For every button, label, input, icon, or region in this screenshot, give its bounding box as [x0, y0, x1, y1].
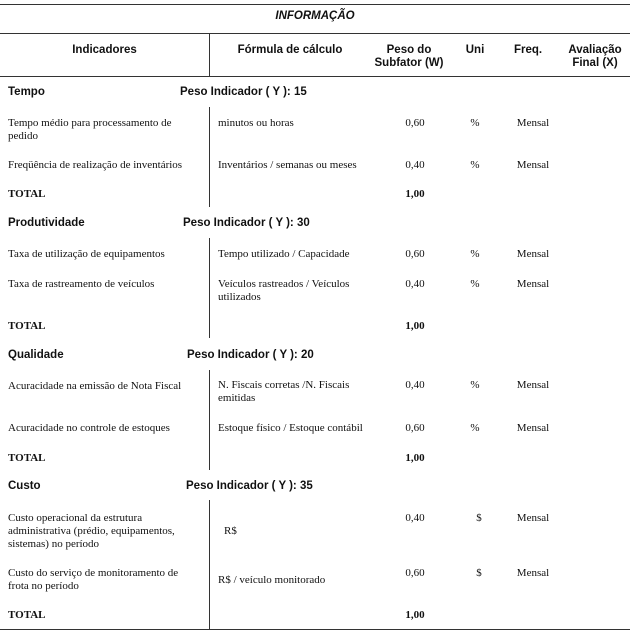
header-formula: Fórmula de cálculo [237, 44, 343, 56]
total-value: 1,00 [405, 188, 425, 200]
header-aval-line2: Final (X) [572, 57, 618, 69]
header-aval-line1: Avaliação [568, 44, 622, 56]
freq-value: Mensal [516, 567, 550, 579]
formula [218, 379, 349, 405]
formula: Estoque físico / Estoque contábil [218, 422, 363, 434]
formula: Tempo utilizado / Capacidade [218, 248, 350, 260]
uni-value: % [470, 422, 480, 434]
formula [218, 278, 349, 304]
freq-value: Mensal [516, 117, 550, 129]
peso-value: 0,60 [405, 117, 425, 129]
freq-value: Mensal [516, 512, 550, 524]
freq-value: Mensal [516, 278, 550, 290]
peso-value: 0,60 [405, 567, 425, 579]
freq-value: Mensal [516, 159, 550, 171]
formula: minutos ou horas [218, 117, 294, 129]
indicator-name: Taxa de rastreamento de veículos [8, 278, 155, 290]
total-value: 1,00 [405, 320, 425, 332]
section-name-qualidade: Qualidade [8, 349, 64, 361]
indicator-name [8, 512, 206, 551]
rule-header [0, 76, 630, 77]
peso-value: 0,40 [405, 159, 425, 171]
formula: R$ / veículo monitorado [218, 574, 326, 586]
peso-value: 0,40 [405, 278, 425, 290]
rule-top [0, 4, 630, 5]
freq-value: Mensal [516, 248, 550, 260]
indicator-name: Acuracidade no controle de estoques [8, 422, 170, 434]
section-peso-custo: Peso Indicador ( Y ): 35 [186, 480, 313, 492]
indicator-name: Freqüência de realização de inventários [8, 159, 183, 171]
indicator-line: pedido [8, 130, 38, 142]
formula-line: N. Fiscais corretas /N. Fiscais [218, 379, 350, 391]
divider-produtividade [209, 238, 210, 338]
section-peso-qualidade: Peso Indicador ( Y ): 20 [187, 349, 314, 361]
header-peso-line1: Peso do [386, 44, 432, 56]
freq-value: Mensal [516, 379, 550, 391]
formula-line: Veículos rastreados / Veículos [218, 278, 350, 290]
peso-value: 0,40 [405, 512, 425, 524]
indicator-line: Custo do serviço de monitoramento de [8, 567, 179, 579]
total-label: TOTAL [8, 609, 46, 621]
header-avaliacao [560, 44, 630, 70]
total-label: TOTAL [8, 320, 46, 332]
indicator-line: Tempo médio para processamento de [8, 117, 172, 129]
indicator-line: administrativa (prédio, equipamentos, [8, 525, 175, 537]
header-peso [370, 44, 448, 70]
divider-qualidade [209, 370, 210, 470]
header-uni: Uni [465, 44, 485, 56]
uni-value: $ [476, 512, 482, 524]
header-peso-line2: Subfator (W) [374, 57, 444, 69]
formula-line: utilizados [218, 291, 261, 303]
formula: Inventários / semanas ou meses [218, 159, 357, 171]
total-value: 1,00 [405, 609, 425, 621]
uni-value: % [470, 248, 480, 260]
rule-title [0, 33, 630, 34]
formula: R$ [224, 525, 237, 537]
indicator-line: Custo operacional da estrutura [8, 512, 143, 524]
indicator-name [8, 117, 203, 143]
indicator-name [8, 567, 206, 593]
section-name-tempo: Tempo [8, 86, 45, 98]
section-peso-produtividade: Peso Indicador ( Y ): 30 [183, 217, 310, 229]
formula-line: emitidas [218, 392, 256, 404]
table-title: INFORMAÇÃO [275, 10, 355, 22]
total-label: TOTAL [8, 188, 46, 200]
peso-value: 0,60 [405, 422, 425, 434]
divider-custo [209, 500, 210, 629]
total-value: 1,00 [405, 452, 425, 464]
total-label: TOTAL [8, 452, 46, 464]
divider-tempo [209, 107, 210, 207]
section-name-produtividade: Produtividade [8, 217, 85, 229]
indicator-name: Taxa de utilização de equipamentos [8, 248, 165, 260]
uni-value: % [470, 379, 480, 391]
header-indicadores: Indicadores [72, 44, 137, 56]
peso-value: 0,40 [405, 379, 425, 391]
freq-value: Mensal [516, 422, 550, 434]
rule-bottom [0, 629, 630, 630]
section-peso-tempo: Peso Indicador ( Y ): 15 [180, 86, 307, 98]
indicator-name: Acuracidade na emissão de Nota Fiscal [8, 380, 182, 392]
uni-value: $ [476, 567, 482, 579]
uni-value: % [470, 117, 480, 129]
uni-value: % [470, 278, 480, 290]
section-name-custo: Custo [8, 480, 41, 492]
indicator-line: frota no período [8, 580, 79, 592]
header-freq: Freq. [513, 44, 543, 56]
peso-value: 0,60 [405, 248, 425, 260]
uni-value: % [470, 159, 480, 171]
indicator-line: sistemas) no período [8, 538, 100, 550]
